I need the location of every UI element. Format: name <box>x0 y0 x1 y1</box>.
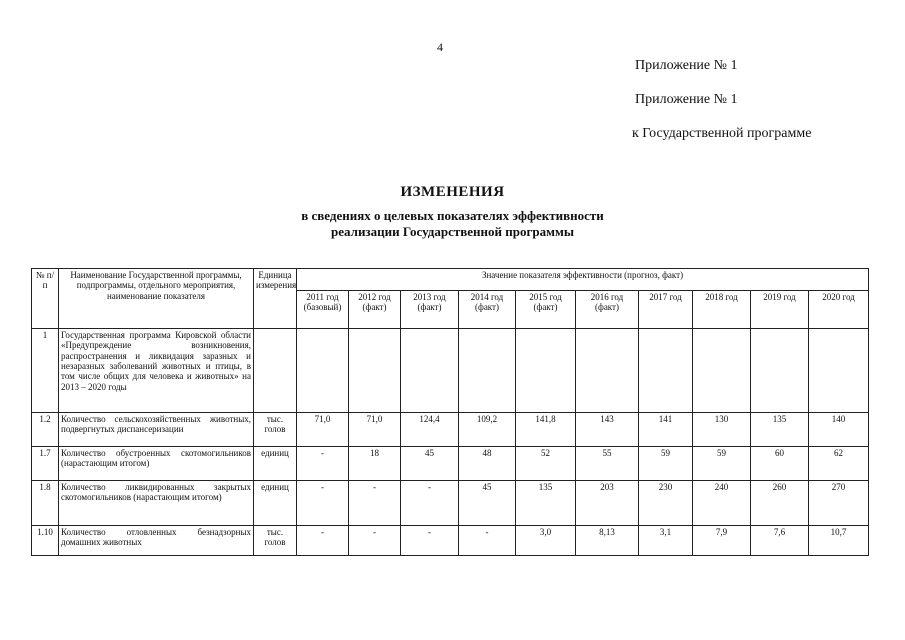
indicator-value: - <box>297 447 349 481</box>
appendix-label-2: Приложение № 1 <box>635 92 738 107</box>
header-year-note: (факт) <box>417 302 442 313</box>
document-title: ИЗМЕНЕНИЯ <box>400 184 505 200</box>
indicator-value: 143 <box>576 413 639 447</box>
indicator-value: 45 <box>401 447 459 481</box>
header-year-8 <box>751 291 809 329</box>
header-year-label: 2020 год <box>822 292 855 302</box>
indicator-value: 3,0 <box>516 526 576 556</box>
header-year-9 <box>809 291 869 329</box>
header-year-note: (факт) <box>362 302 387 313</box>
row-number: 1.8 <box>32 481 59 526</box>
indicator-value <box>459 329 516 413</box>
header-unit: Единица измерения <box>254 269 297 329</box>
indicator-value: 71,0 <box>297 413 349 447</box>
indicator-value: 270 <box>809 481 869 526</box>
header-name: Наименование Государственной программы, подпрограммы, отдельного мероприятия, наименование показателя <box>59 269 254 329</box>
header-year-label: 2015 год <box>529 292 562 302</box>
indicator-value: 109,2 <box>459 413 516 447</box>
indicator-value: 62 <box>809 447 869 481</box>
indicator-value: 60 <box>751 447 809 481</box>
header-value-group: Значение показателя эффективности (прогноз, факт) <box>297 269 869 291</box>
page-number: 4 <box>437 40 443 54</box>
row-number: 1.2 <box>32 413 59 447</box>
table-row <box>32 413 869 447</box>
indicator-value <box>349 329 401 413</box>
header-year-label: 2017 год <box>649 292 682 302</box>
table-row <box>32 447 869 481</box>
row-number: 1.10 <box>32 526 59 556</box>
indicator-value <box>809 329 869 413</box>
indicator-unit: тыс. голов <box>254 413 297 447</box>
indicator-value: 141 <box>639 413 693 447</box>
header-year-7 <box>693 291 751 329</box>
indicator-value: 230 <box>639 481 693 526</box>
indicator-value: 59 <box>693 447 751 481</box>
header-year-note: (факт) <box>533 302 558 313</box>
table-row <box>32 481 869 526</box>
indicator-value <box>401 329 459 413</box>
indicator-value <box>693 329 751 413</box>
appendix-label-1: Приложение № 1 <box>635 58 738 73</box>
indicator-value: 7,9 <box>693 526 751 556</box>
header-year-0 <box>297 291 349 329</box>
header-year-4 <box>516 291 576 329</box>
header-year-label: 2012 год <box>358 292 391 302</box>
header-year-label: 2014 год <box>470 292 504 302</box>
indicator-value: - <box>349 526 401 556</box>
header-year-label: 2016 год <box>590 292 624 302</box>
indicator-unit: тыс. голов <box>254 526 297 556</box>
indicator-name: Количество обустроенных скотомогильников (нарастающим итогом) <box>59 447 254 481</box>
indicator-value: - <box>297 526 349 556</box>
indicator-value: 8,13 <box>576 526 639 556</box>
indicator-value: 260 <box>751 481 809 526</box>
indicator-value: 45 <box>459 481 516 526</box>
indicator-value: 18 <box>349 447 401 481</box>
document-subtitle-1: в сведениях о целевых показателях эффективности <box>301 208 604 223</box>
indicator-value: 135 <box>516 481 576 526</box>
document-subtitle-2: реализации Государственной программы <box>331 224 574 239</box>
header-year-note: (факт) <box>594 302 619 313</box>
indicator-value: 48 <box>459 447 516 481</box>
indicator-value: - <box>349 481 401 526</box>
header-year-note: (факт) <box>474 302 499 313</box>
table-row <box>32 526 869 556</box>
indicator-unit: единиц <box>254 447 297 481</box>
indicator-value: 55 <box>576 447 639 481</box>
header-year-6 <box>639 291 693 329</box>
indicator-unit: единиц <box>254 481 297 526</box>
header-year-label: 2011 год <box>306 292 339 302</box>
row-number: 1 <box>32 329 59 413</box>
indicator-name: Количество ликвидированных закрытых скотомогильников (нарастающим итогом) <box>59 481 254 526</box>
header-num: № п/п <box>32 269 59 329</box>
indicator-value: 141,8 <box>516 413 576 447</box>
indicator-value: 7,6 <box>751 526 809 556</box>
indicator-value: 71,0 <box>349 413 401 447</box>
indicator-value: 140 <box>809 413 869 447</box>
indicator-value: 3,1 <box>639 526 693 556</box>
header-year-2 <box>401 291 459 329</box>
indicator-value: - <box>459 526 516 556</box>
indicator-value: 135 <box>751 413 809 447</box>
indicator-value: 52 <box>516 447 576 481</box>
indicator-value: 10,7 <box>809 526 869 556</box>
indicator-value: 240 <box>693 481 751 526</box>
appendix-program-ref: к Государственной программе <box>632 126 812 141</box>
indicator-value <box>639 329 693 413</box>
indicator-value: 124,4 <box>401 413 459 447</box>
header-year-5 <box>576 291 639 329</box>
indicator-value: 130 <box>693 413 751 447</box>
header-year-label: 2013 год <box>413 292 446 302</box>
table-row <box>32 329 869 413</box>
indicator-value <box>576 329 639 413</box>
indicator-name: Государственная программа Кировской области «Предупреждение возникновения, распространения и ликвидация заразных и незаразных заболеваний животных и птицы, в том числе общих для человека и животных» на 2013 – 2020 годы <box>59 329 254 413</box>
indicator-value: 59 <box>639 447 693 481</box>
header-year-label: 2018 год <box>705 292 738 302</box>
indicator-name: Количество отловленных безнадзорных домашних животных <box>59 526 254 556</box>
indicator-value: 203 <box>576 481 639 526</box>
indicator-unit <box>254 329 297 413</box>
indicators-table <box>31 268 869 556</box>
indicator-value <box>516 329 576 413</box>
indicator-value: - <box>401 481 459 526</box>
indicator-value: - <box>401 526 459 556</box>
header-year-1 <box>349 291 401 329</box>
indicator-value: - <box>297 481 349 526</box>
row-number: 1.7 <box>32 447 59 481</box>
indicator-name: Количество сельскохозяйственных животных, подвергнутых диспансеризации <box>59 413 254 447</box>
header-year-label: 2019 год <box>763 292 796 302</box>
indicator-value <box>751 329 809 413</box>
header-year-note: (базовый) <box>303 302 342 313</box>
indicator-value <box>297 329 349 413</box>
header-year-3 <box>459 291 516 329</box>
